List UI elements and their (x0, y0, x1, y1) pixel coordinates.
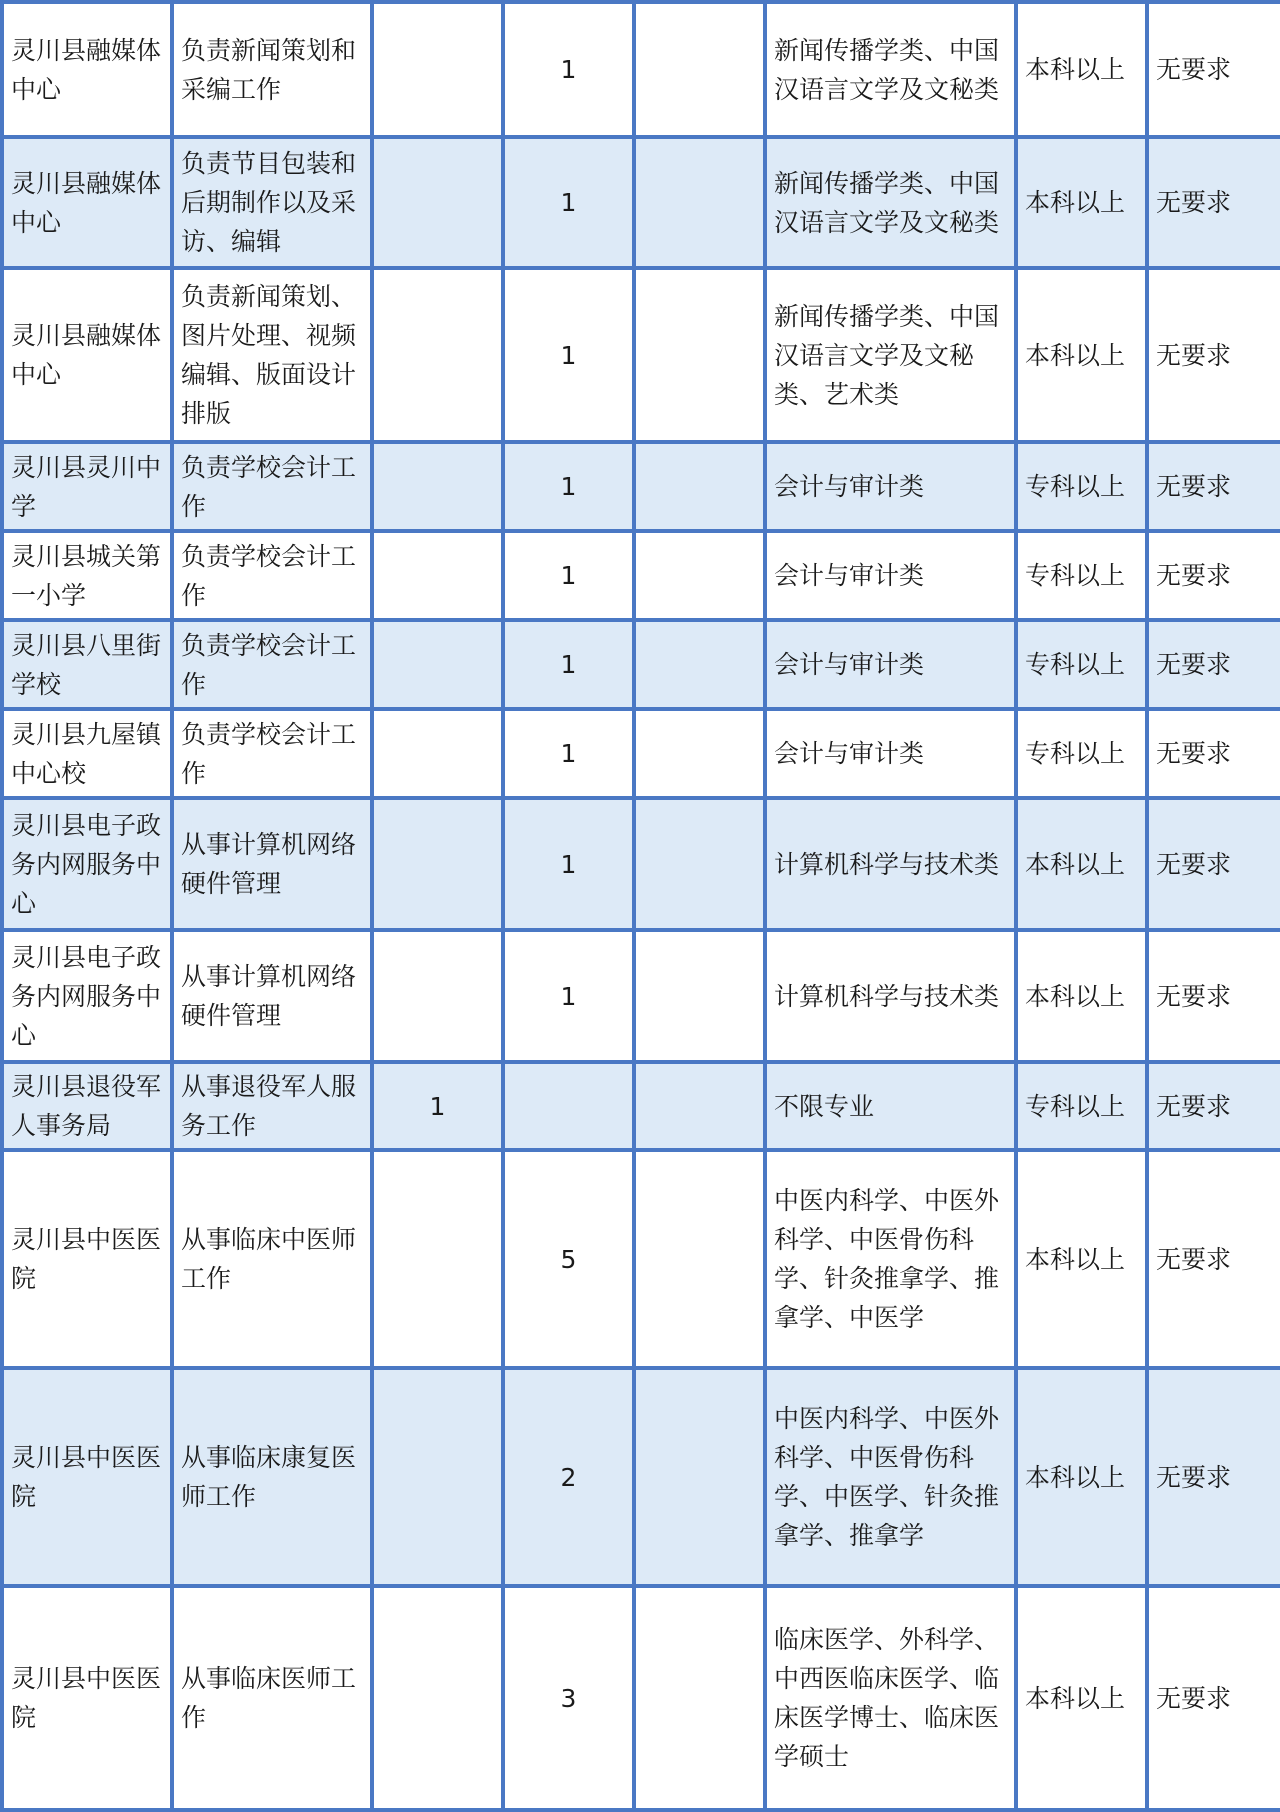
other-cell: 无要求 (1147, 709, 1280, 798)
other-cell: 无要求 (1147, 930, 1280, 1062)
table-row (2, 1062, 1280, 1150)
col3-cell (372, 2, 503, 137)
col5-cell (634, 709, 765, 798)
duty-cell: 负责学校会计工作 (172, 442, 372, 531)
count-cell: 1 (503, 531, 634, 620)
unit-cell: 灵川县电子政务内网服务中心 (2, 930, 172, 1062)
col3-cell (372, 268, 503, 442)
count-cell: 1 (503, 137, 634, 268)
education-cell: 本科以上 (1016, 1368, 1147, 1586)
table-row (2, 137, 1280, 268)
duty-cell: 从事临床康复医师工作 (172, 1368, 372, 1586)
other-cell: 无要求 (1147, 442, 1280, 531)
col3-cell (372, 531, 503, 620)
col5-cell (634, 442, 765, 531)
other-cell: 无要求 (1147, 1062, 1280, 1150)
education-cell: 本科以上 (1016, 2, 1147, 137)
education-cell: 专科以上 (1016, 1062, 1147, 1150)
education-cell: 本科以上 (1016, 268, 1147, 442)
major-cell: 中医内科学、中医外科学、中医骨伤科学、中医学、针灸推拿学、推拿学 (765, 1368, 1016, 1586)
duty-cell: 负责学校会计工作 (172, 531, 372, 620)
col3-cell (372, 1150, 503, 1368)
other-cell: 无要求 (1147, 1586, 1280, 1810)
unit-cell: 灵川县中医医院 (2, 1150, 172, 1368)
education-cell: 本科以上 (1016, 798, 1147, 930)
col5-cell (634, 930, 765, 1062)
count-cell: 1 (503, 798, 634, 930)
duty-cell: 从事计算机网络硬件管理 (172, 930, 372, 1062)
other-cell: 无要求 (1147, 268, 1280, 442)
count-cell: 3 (503, 1586, 634, 1810)
col5-cell (634, 1368, 765, 1586)
table-row (2, 442, 1280, 531)
col5-cell (634, 1150, 765, 1368)
duty-cell: 负责新闻策划和采编工作 (172, 2, 372, 137)
major-cell: 不限专业 (765, 1062, 1016, 1150)
major-cell: 计算机科学与技术类 (765, 798, 1016, 930)
col3-cell (372, 620, 503, 709)
col5-cell (634, 620, 765, 709)
major-cell: 中医内科学、中医外科学、中医骨伤科学、针灸推拿学、推拿学、中医学 (765, 1150, 1016, 1368)
education-cell: 本科以上 (1016, 1150, 1147, 1368)
unit-cell: 灵川县灵川中学 (2, 442, 172, 531)
col5-cell (634, 137, 765, 268)
other-cell: 无要求 (1147, 2, 1280, 137)
col5-cell (634, 531, 765, 620)
duty-cell: 从事临床医师工作 (172, 1586, 372, 1810)
count-cell: 1 (503, 268, 634, 442)
table-row (2, 930, 1280, 1062)
unit-cell: 灵川县退役军人事务局 (2, 1062, 172, 1150)
col3-cell (372, 930, 503, 1062)
other-cell: 无要求 (1147, 798, 1280, 930)
count-cell: 1 (503, 930, 634, 1062)
unit-cell: 灵川县电子政务内网服务中心 (2, 798, 172, 930)
col3-cell: 1 (372, 1062, 503, 1150)
table-row (2, 2, 1280, 137)
major-cell: 会计与审计类 (765, 709, 1016, 798)
major-cell: 计算机科学与技术类 (765, 930, 1016, 1062)
count-cell: 2 (503, 1368, 634, 1586)
count-cell: 1 (503, 2, 634, 137)
table-row (2, 1368, 1280, 1586)
unit-cell: 灵川县融媒体中心 (2, 137, 172, 268)
major-cell: 新闻传播学类、中国汉语言文学及文秘类、艺术类 (765, 268, 1016, 442)
education-cell: 本科以上 (1016, 1586, 1147, 1810)
count-cell: 1 (503, 442, 634, 531)
duty-cell: 负责节目包装和后期制作以及采访、编辑 (172, 137, 372, 268)
major-cell: 会计与审计类 (765, 531, 1016, 620)
col5-cell (634, 1586, 765, 1810)
other-cell: 无要求 (1147, 137, 1280, 268)
count-cell: 5 (503, 1150, 634, 1368)
count-cell: 1 (503, 709, 634, 798)
table-row (2, 1150, 1280, 1368)
table-row (2, 620, 1280, 709)
count-cell: 1 (503, 620, 634, 709)
col5-cell (634, 268, 765, 442)
duty-cell: 从事临床中医师工作 (172, 1150, 372, 1368)
major-cell: 会计与审计类 (765, 442, 1016, 531)
other-cell: 无要求 (1147, 531, 1280, 620)
col3-cell (372, 1586, 503, 1810)
education-cell: 专科以上 (1016, 709, 1147, 798)
major-cell: 会计与审计类 (765, 620, 1016, 709)
unit-cell: 灵川县中医医院 (2, 1368, 172, 1586)
unit-cell: 灵川县八里街学校 (2, 620, 172, 709)
education-cell: 专科以上 (1016, 620, 1147, 709)
col3-cell (372, 709, 503, 798)
major-cell: 新闻传播学类、中国汉语言文学及文秘类 (765, 137, 1016, 268)
col3-cell (372, 798, 503, 930)
duty-cell: 负责新闻策划、图片处理、视频编辑、版面设计排版 (172, 268, 372, 442)
col5-cell (634, 798, 765, 930)
col5-cell (634, 2, 765, 137)
education-cell: 专科以上 (1016, 531, 1147, 620)
duty-cell: 从事计算机网络硬件管理 (172, 798, 372, 930)
table-row (2, 798, 1280, 930)
major-cell: 临床医学、外科学、中西医临床医学、临床医学博士、临床医学硕士 (765, 1586, 1016, 1810)
col3-cell (372, 137, 503, 268)
duty-cell: 从事退役军人服务工作 (172, 1062, 372, 1150)
unit-cell: 灵川县城关第一小学 (2, 531, 172, 620)
other-cell: 无要求 (1147, 1150, 1280, 1368)
education-cell: 本科以上 (1016, 137, 1147, 268)
table-row (2, 709, 1280, 798)
unit-cell: 灵川县融媒体中心 (2, 268, 172, 442)
duty-cell: 负责学校会计工作 (172, 709, 372, 798)
unit-cell: 灵川县融媒体中心 (2, 2, 172, 137)
unit-cell: 灵川县中医医院 (2, 1586, 172, 1810)
duty-cell: 负责学校会计工作 (172, 620, 372, 709)
col3-cell (372, 442, 503, 531)
other-cell: 无要求 (1147, 1368, 1280, 1586)
count-cell (503, 1062, 634, 1150)
col5-cell (634, 1062, 765, 1150)
major-cell: 新闻传播学类、中国汉语言文学及文秘类 (765, 2, 1016, 137)
table-row (2, 268, 1280, 442)
education-cell: 本科以上 (1016, 930, 1147, 1062)
table-row (2, 1586, 1280, 1810)
table-row (2, 531, 1280, 620)
education-cell: 专科以上 (1016, 442, 1147, 531)
unit-cell: 灵川县九屋镇中心校 (2, 709, 172, 798)
col3-cell (372, 1368, 503, 1586)
other-cell: 无要求 (1147, 620, 1280, 709)
